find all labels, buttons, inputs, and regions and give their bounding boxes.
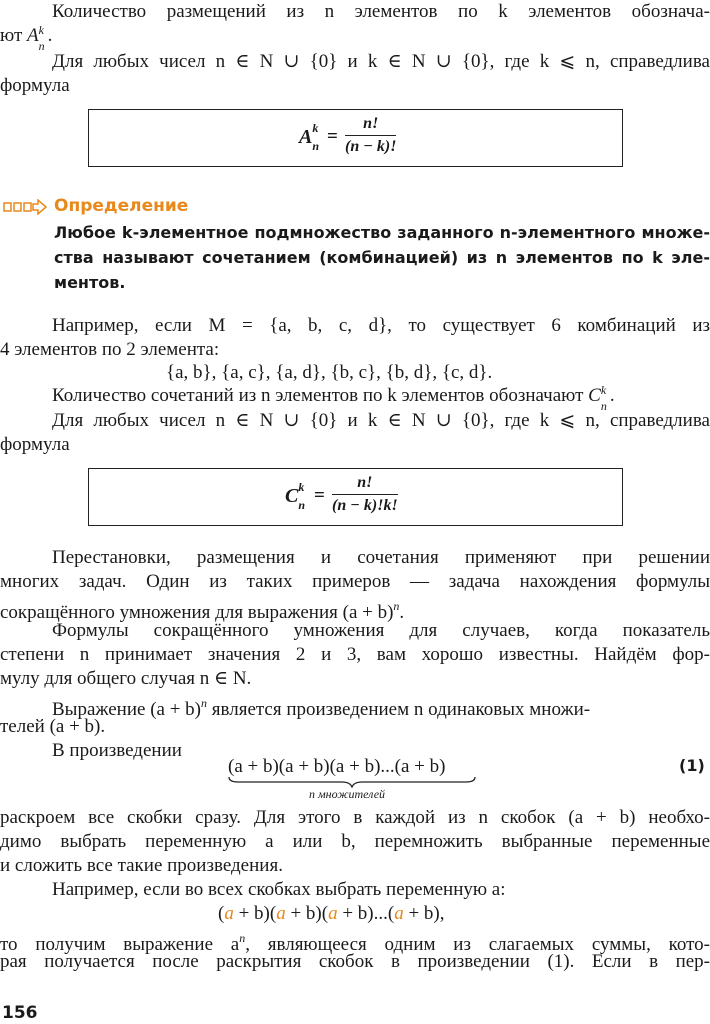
text-line: димо выбрать переменную a или b, перемножить выбранные переменные [0,831,710,852]
text-line: мулу для общего случая n ∈ N. [0,668,252,689]
text-line: В произведении [52,740,182,761]
definition-line: ментов. [54,273,126,292]
fraction: $\frac{n!}{(n - k)!k!}$ [332,474,398,514]
page-number: 156 [2,1003,38,1023]
text-line: Для любых чисел n ∈ N ∪ {0} и k ∈ N ∪ {0}, где k ⩽ n, справедлива [52,410,710,431]
highlighted-expression: (a + b)(a + b)(a + b)...(a + b), [218,903,445,924]
text-line: Например, если M = {a, b, c, d}, то существует 6 комбинаций из [52,315,710,336]
text-line: сокращённого умножения для выражения $(a + b)^n$. [0,599,405,623]
text-line: телей (a + b). [0,716,106,737]
definition-line: Любое k-элементное подмножество заданного n-элементного множе- [54,223,710,242]
text-line: Например, если во всех скобках выбрать переменную a: [52,879,506,900]
definition-title: Определение [54,196,189,216]
brace-label: n множителей [309,787,386,801]
text-line: 4 элементов по 2 элемента: [0,339,220,360]
formula-box [88,109,623,167]
product-expression: (a + b)(a + b)(a + b)...(a + b) [228,756,446,777]
text-line: формула [0,75,70,96]
text-line: то получим выражение $a^n$, являющееся одним из слагаемых суммы, кото- [0,931,710,955]
text-line: Перестановки, размещения и сочетания применяют при решении [52,547,710,568]
text-line: рая получается после раскрытия скобок в произведении (1). Если в пер- [0,951,710,972]
text-line: Формулы сокращённого умножения для случаев, когда показатель [52,620,710,641]
text-line: многих задач. Один из таких примеров — задача нахождения формулы [0,571,710,592]
text-line: степени n принимает значения 2 и 3, вам хорошо известны. Найдём фор- [0,644,710,665]
formula-box [88,468,623,526]
text-line: Количество сочетаний из n элементов по k элементов обозначают C k n . [52,383,615,413]
equation-number: (1) [679,756,705,775]
text-line: и сложить все такие произведения. [0,855,283,876]
arrow-icon [3,199,47,215]
formula-lhs: A k n [299,121,320,153]
text-line: раскроем все скобки сразу. Для этого в каждой из n скобок (a + b) необхо- [0,807,710,828]
equals-sign: = [327,126,338,147]
text-line: Выражение $(a + b)^n$ является произведением n одинаковых множи- [52,696,591,720]
fraction: $\frac{n!}{(n - k)!}$ [345,115,397,155]
equals-sign: = [314,485,325,506]
text-line: Для любых чисел n ∈ N ∪ {0} и k ∈ N ∪ {0}, где k ⩽ n, справедлива [52,51,710,72]
formula-lhs: C k n [285,480,306,512]
text-line: ют A k n . [0,23,53,53]
text-line: Количество размещений из n элементов по k элементов обознача- [52,1,710,22]
definition-line: ства называют сочетанием (комбинацией) из n элементов по k эле- [54,248,710,267]
text-line: {a, b}, {a, c}, {a, d}, {b, c}, {b, d}, {c, d}. [166,362,493,383]
text-line: формула [0,434,70,455]
